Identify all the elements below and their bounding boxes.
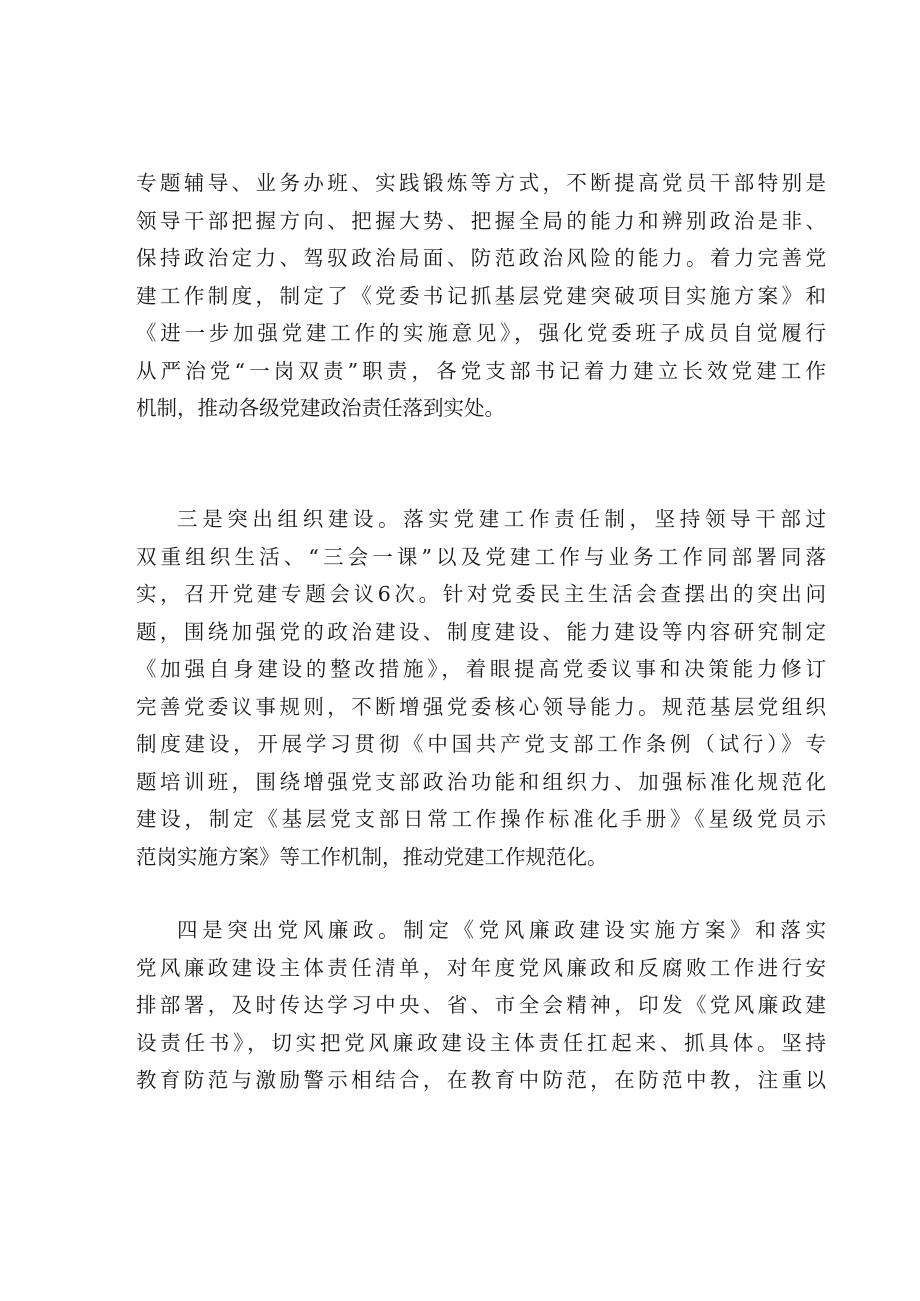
paragraph-3 bbox=[136, 912, 826, 1100]
paragraph-line: 建设，制定《基层党支部日常工作操作标准化手册》《星级党员示 bbox=[136, 807, 826, 831]
paragraph-line: 保持政治定力、驾驭政治局面、防范政治风险的能力。着力完善党 bbox=[136, 246, 826, 270]
paragraph-line: 《加强自身建设的整改措施》，着眼提高党委议事和决策能力修订 bbox=[136, 657, 826, 681]
paragraph-line: 建工作制度，制定了《党委书记抓基层党建突破项目实施方案》和 bbox=[136, 283, 826, 308]
paragraph-2 bbox=[136, 501, 826, 876]
paragraph-line: 设责任书》，切实把党风廉政建设主体责任扛起来、抓具体。坚持 bbox=[136, 1030, 826, 1055]
paragraph-line: 排部署，及时传达学习中央、省、市全会精神，印发《党风廉政建 bbox=[136, 993, 826, 1017]
paragraph-line: 完善党委议事规则，不断增强党委核心领导能力。规范基层党组织 bbox=[136, 694, 826, 719]
paragraph-line: 从严治党“一岗双责”职责，各党支部书记着力建立长效党建工作 bbox=[136, 358, 826, 383]
paragraph-line: 领导干部把握方向、把握大势、把握全局的能力和辨别政治是非、 bbox=[136, 208, 826, 233]
paragraph-line: 机制，推动各级党建政治责任落到实处。 bbox=[136, 396, 505, 420]
paragraph-line: 三是突出组织建设。落实党建工作责任制，坚持领导干部过 bbox=[177, 507, 826, 531]
paragraph-line: 实，召开党建专题会议6次。针对党委民主生活会查摆出的突出问 bbox=[136, 582, 826, 606]
paragraph-line: 四是突出党风廉政。制定《党风廉政建设实施方案》和落实 bbox=[177, 918, 826, 942]
paragraph-line: 题，围绕加强党的政治建设、制度建设、能力建设等内容研究制定 bbox=[136, 619, 826, 644]
paragraph-line: 党风廉政建设主体责任清单，对年度党风廉政和反腐败工作进行安 bbox=[136, 955, 826, 980]
paragraph-line: 《进一步加强党建工作的实施意见》，强化党委班子成员自觉履行 bbox=[136, 321, 826, 345]
paragraph-line: 教育防范与激励警示相结合，在教育中防范，在防范中教，注重以 bbox=[136, 1068, 826, 1092]
paragraph-line: 范岗实施方案》等工作机制，推动党建工作规范化。 bbox=[136, 844, 608, 869]
paragraph-line: 双重组织生活、“三会一课”以及党建工作与业务工作同部署同落 bbox=[136, 544, 826, 569]
paragraph-line: 专题辅导、业务办班、实践锻炼等方式，不断提高党员干部特别是 bbox=[136, 171, 826, 195]
paragraph-line: 制度建设，开展学习贯彻《中国共产党支部工作条例（试行）》专 bbox=[136, 732, 826, 756]
paragraph-1 bbox=[136, 165, 826, 428]
paragraph-line: 题培训班，围绕增强党支部政治功能和组织力、加强标准化规范化 bbox=[136, 769, 826, 794]
